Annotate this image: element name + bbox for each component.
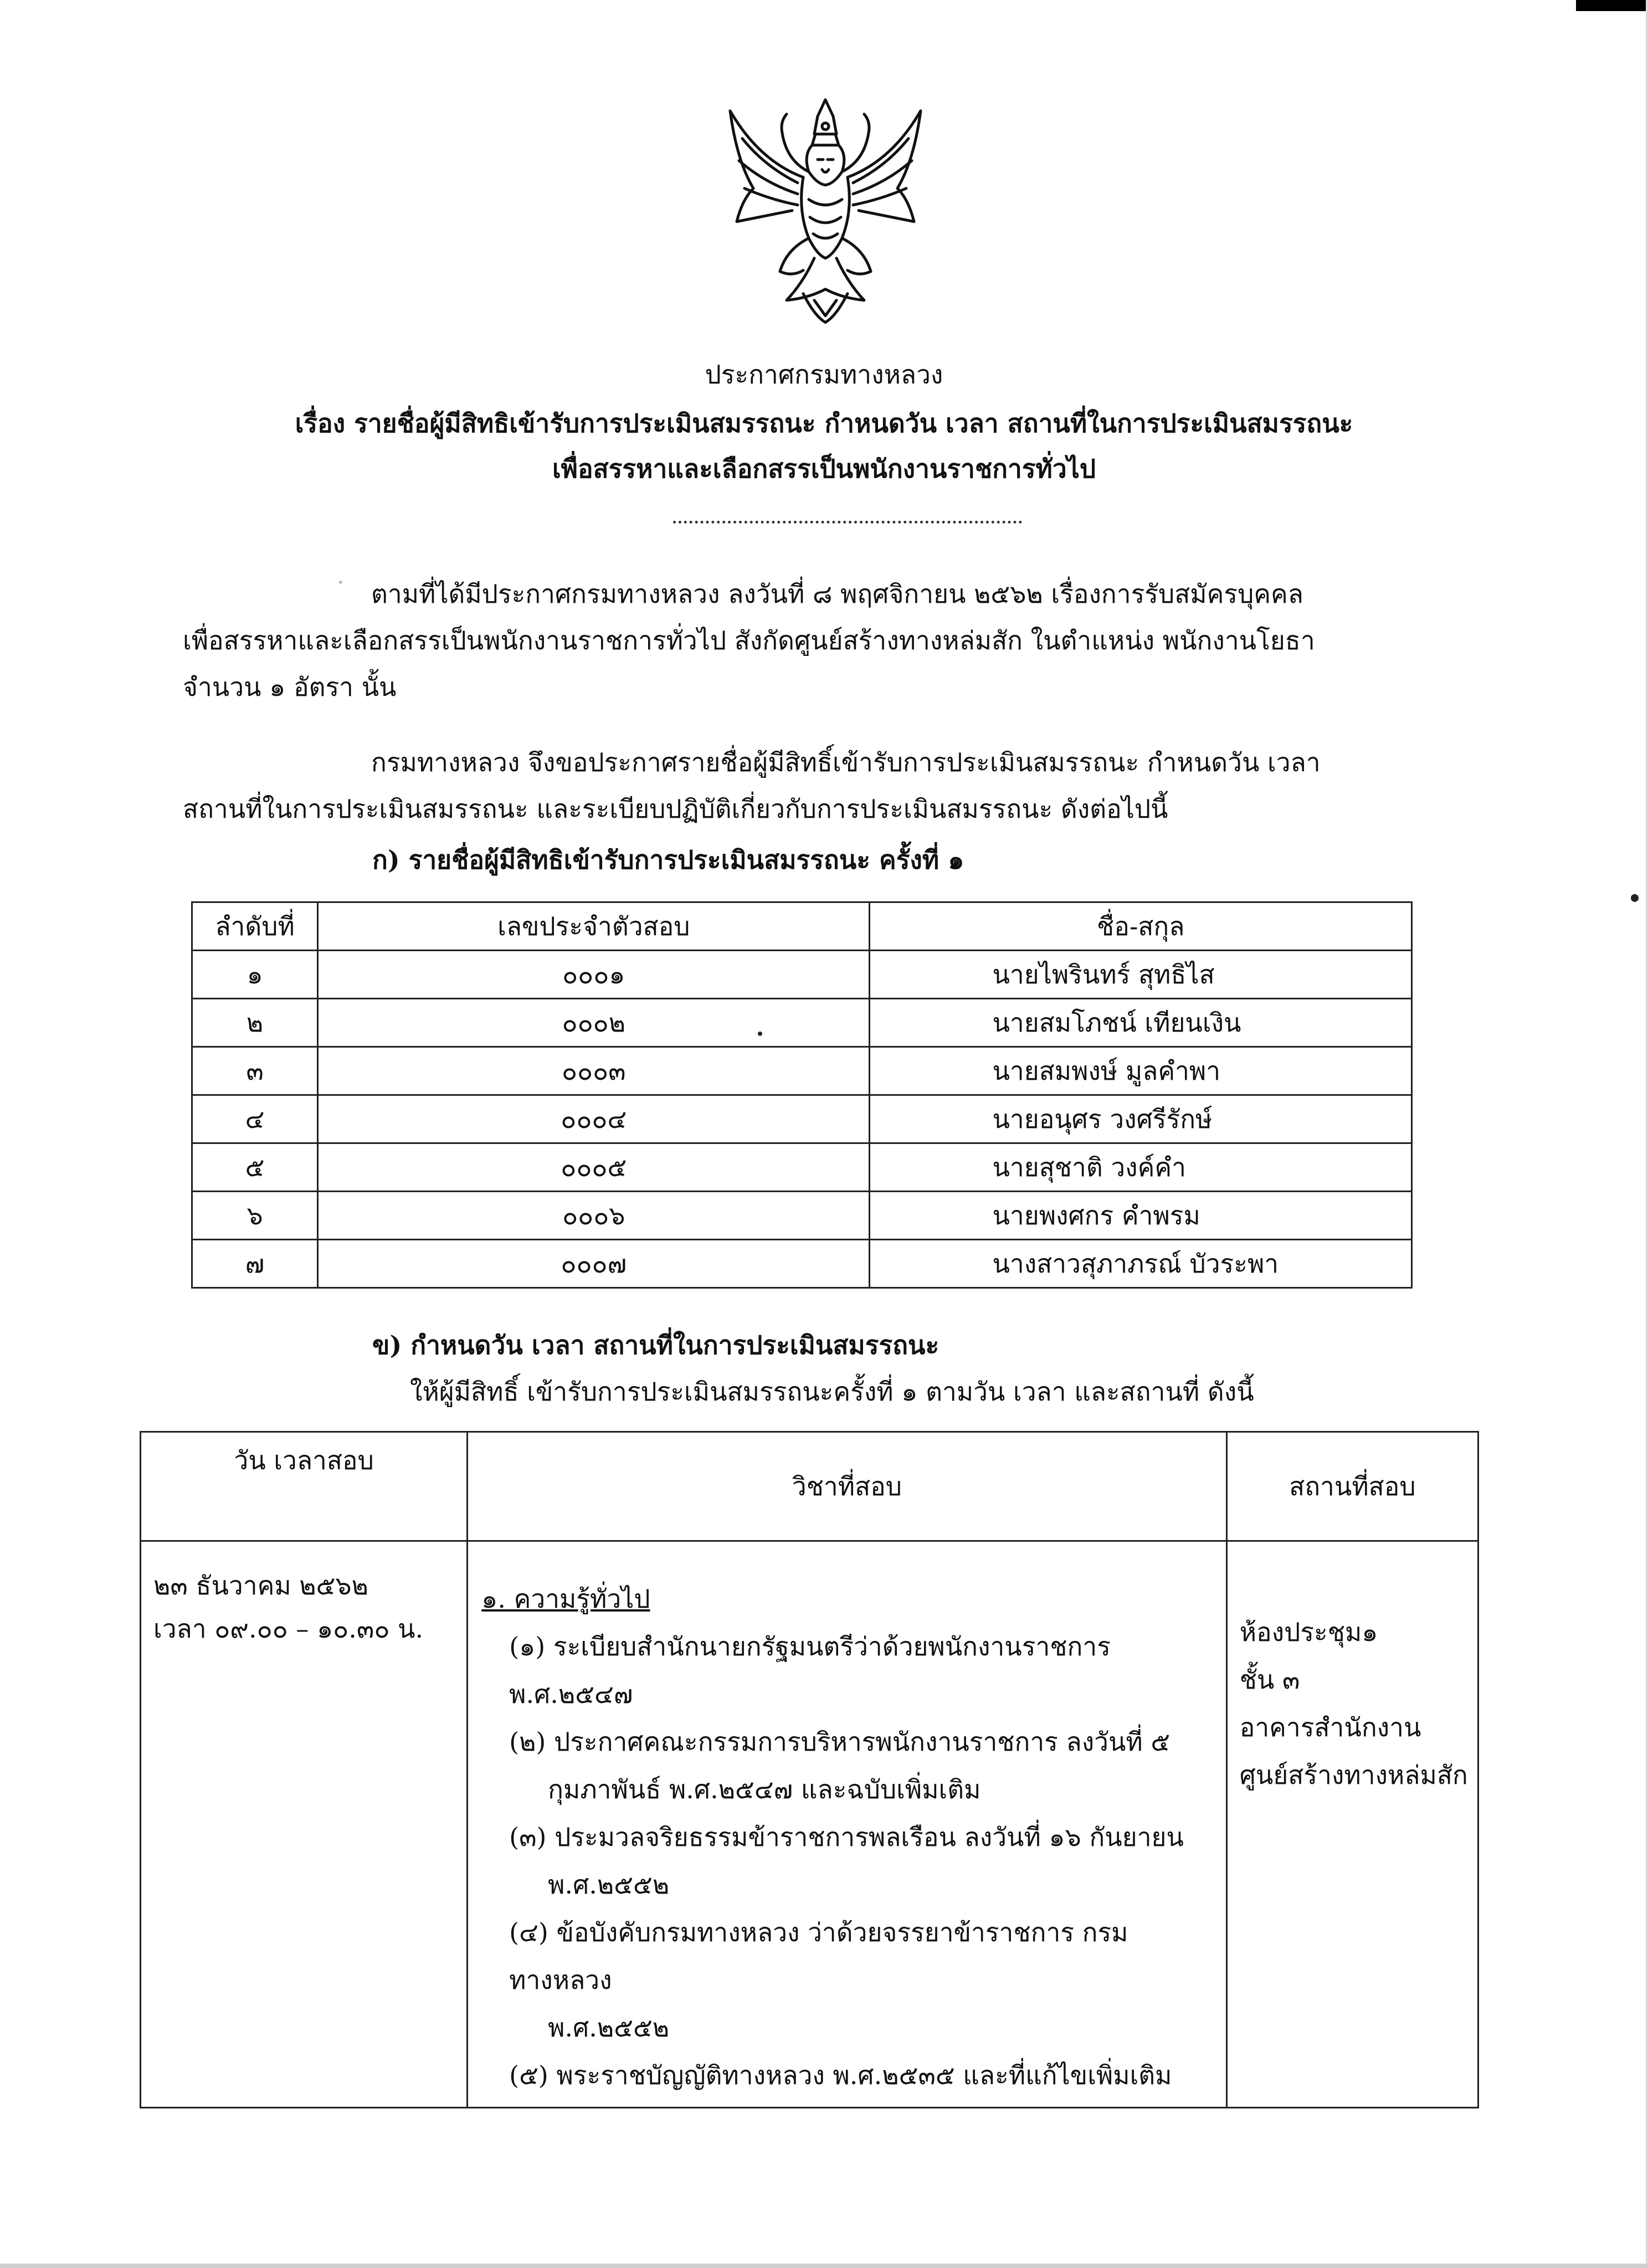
eligible-candidates-table bbox=[191, 901, 1413, 1289]
name-cell: นายพงศกร คำพรม bbox=[870, 1192, 1412, 1240]
name-cell: นายสมพงษ์ มูลคำพา bbox=[870, 1047, 1412, 1095]
order-cell: ๕ bbox=[192, 1143, 318, 1192]
subject-line-1: เรื่อง รายชื่อผู้มีสิทธิเข้ารับการประเมินสมรรถนะ กำหนดวัน เวลา สถานที่ในการประเมินสมรรถนะ bbox=[295, 408, 1353, 438]
subject-line-2: เพื่อสรรหาและเลือกสรรเป็นพนักงานราชการทั่วไป bbox=[552, 454, 1096, 484]
announcement-title: ประกาศกรมทางหลวง bbox=[705, 360, 943, 389]
garuda-emblem bbox=[720, 94, 931, 327]
exam-id-cell: ๐๐๐๔ bbox=[318, 1095, 870, 1143]
venue-line: ห้องประชุม๑ bbox=[1239, 1617, 1378, 1647]
table-row bbox=[192, 1047, 1412, 1095]
order-cell: ๓ bbox=[192, 1047, 318, 1095]
section-a-title: ก) รายชื่อผู้มีสิทธิเข้ารับการประเมินสมรรถนะ ครั้งที่ ๑ bbox=[372, 845, 964, 875]
name-cell: นางสาวสุภาภรณ์ บัวระพา bbox=[870, 1240, 1412, 1288]
order-cell: ๗ bbox=[192, 1240, 318, 1288]
name-cell: นายไพรินทร์ สุทธิไส bbox=[870, 951, 1412, 999]
venue-line: ศูนย์สร้างทางหล่มสัก bbox=[1239, 1760, 1468, 1790]
table-row bbox=[141, 1541, 1478, 2108]
column-header: ลำดับที่ bbox=[192, 902, 318, 951]
exam-schedule-table bbox=[140, 1431, 1479, 2108]
intro-line-2: เพื่อสรรหาและเลือกสรรเป็นพนักงานราชการทั่วไป สังกัดศูนย์สร้างทางหล่มสัก ในตำแหน่ง พนักงานโยธา bbox=[183, 625, 1315, 655]
section-b-subtitle: ให้ผู้มีสิทธิ์ เข้ารับการประเมินสมรรถนะครั้งที่ ๑ ตามวัน เวลา และสถานที่ ดังนี้ bbox=[410, 1377, 1254, 1407]
subject-item-continuation: กุมภาพันธ์ พ.ศ.๒๕๔๗ และฉบับเพิ่มเติม bbox=[548, 1774, 981, 1804]
table-row bbox=[192, 1192, 1412, 1240]
table-header-row bbox=[192, 902, 1412, 951]
order-cell: ๑ bbox=[192, 951, 318, 999]
subject-item: (๒) ประกาศคณะกรรมการบริหารพนักงานราชการ ลงวันที่ ๕ bbox=[509, 1727, 1170, 1757]
exam-id-cell: ๐๐๐๖ bbox=[318, 1192, 870, 1240]
table-header-row bbox=[141, 1432, 1478, 1541]
subject-item: (๓) ประมวลจริยธรรมข้าราชการพลเรือน ลงวันที่ ๑๖ กันยายน bbox=[509, 1822, 1184, 1852]
section-b-title: ข) กำหนดวัน เวลา สถานที่ในการประเมินสมรรถนะ bbox=[372, 1330, 939, 1360]
exam-time: เวลา ๐๙.๐๐ – ๑๐.๓๐ น. bbox=[153, 1614, 424, 1644]
exam-id-cell: ๐๐๐๓ bbox=[318, 1047, 870, 1095]
exam-date: ๒๓ ธันวาคม ๒๕๖๒ bbox=[153, 1571, 368, 1600]
scan-corner-mark bbox=[1576, 0, 1648, 11]
column-header: สถานที่สอบ bbox=[1226, 1432, 1478, 1541]
column-header: เลขประจำตัวสอบ bbox=[318, 902, 870, 951]
name-cell: นายสมโภชน์ เทียนเงิน bbox=[870, 999, 1412, 1047]
exam-subject-cell bbox=[468, 1541, 1227, 2108]
scan-edge bbox=[1646, 0, 1648, 2268]
scan-speck bbox=[339, 581, 342, 584]
exam-venue-cell bbox=[1226, 1541, 1478, 2108]
order-cell: ๖ bbox=[192, 1192, 318, 1240]
table-row bbox=[192, 1095, 1412, 1143]
column-header: ชื่อ-สกุล bbox=[870, 902, 1412, 951]
exam-id-cell: ๐๐๐๑ bbox=[318, 951, 870, 999]
intro-line-1: ตามที่ได้มีประกาศกรมทางหลวง ลงวันที่ ๘ พฤศจิกายน ๒๕๖๒ เรื่องการรับสมัครบุคคล bbox=[371, 579, 1303, 609]
venue-line: อาคารสำนักงาน bbox=[1239, 1712, 1421, 1742]
subject-item: (๕) พระราชบัญญัติทางหลวง พ.ศ.๒๕๓๕ และที่แก้ไขเพิ่มเติม bbox=[509, 2060, 1172, 2090]
subject-item-continuation: พ.ศ.๒๕๕๒ bbox=[548, 1870, 670, 1900]
exam-id-cell: ๐๐๐๗ bbox=[318, 1240, 870, 1288]
scan-speck bbox=[1631, 894, 1639, 902]
exam-id-cell: ๐๐๐๒ bbox=[318, 999, 870, 1047]
order-cell: ๒ bbox=[192, 999, 318, 1047]
name-cell: นายอนุศร วงศรีรักษ์ bbox=[870, 1095, 1412, 1143]
dotted-separator bbox=[673, 521, 1022, 524]
column-header: วัน เวลาสอบ bbox=[141, 1432, 468, 1541]
scan-edge-bottom bbox=[0, 2264, 1648, 2268]
intro-line-3: จำนวน ๑ อัตรา นั้น bbox=[183, 672, 397, 702]
subject-item: (๑) ระเบียบสำนักนายกรัฐมนตรีว่าด้วยพนักงานราชการ พ.ศ.๒๕๔๗ bbox=[509, 1631, 1111, 1709]
announce-line-1: กรมทางหลวง จึงขอประกาศรายชื่อผู้มีสิทธิ์เข้ารับการประเมินสมรรถนะ กำหนดวัน เวลา bbox=[371, 747, 1321, 777]
column-header: วิชาที่สอบ bbox=[468, 1432, 1227, 1541]
name-cell: นายสุชาติ วงค์คำ bbox=[870, 1143, 1412, 1192]
exam-id-cell: ๐๐๐๕ bbox=[318, 1143, 870, 1192]
subject-heading: ๑. ความรู้ทั่วไป bbox=[481, 1584, 650, 1614]
venue-line: ชั้น ๓ bbox=[1239, 1665, 1300, 1695]
subject-item: (๔) ข้อบังคับกรมทางหลวง ว่าด้วยจรรยาข้าราชการ กรมทางหลวง bbox=[509, 1917, 1128, 1995]
order-cell: ๔ bbox=[192, 1095, 318, 1143]
subject-item-continuation: พ.ศ.๒๕๕๒ bbox=[548, 2013, 670, 2043]
table-row bbox=[192, 951, 1412, 999]
table-row bbox=[192, 1240, 1412, 1288]
exam-datetime-cell bbox=[141, 1541, 468, 2108]
table-row bbox=[192, 1143, 1412, 1192]
announce-line-2: สถานที่ในการประเมินสมรรถนะ และระเบียบปฏิบัติเกี่ยวกับการประเมินสมรรถนะ ดังต่อไปนี้ bbox=[183, 794, 1168, 824]
table-row bbox=[192, 999, 1412, 1047]
